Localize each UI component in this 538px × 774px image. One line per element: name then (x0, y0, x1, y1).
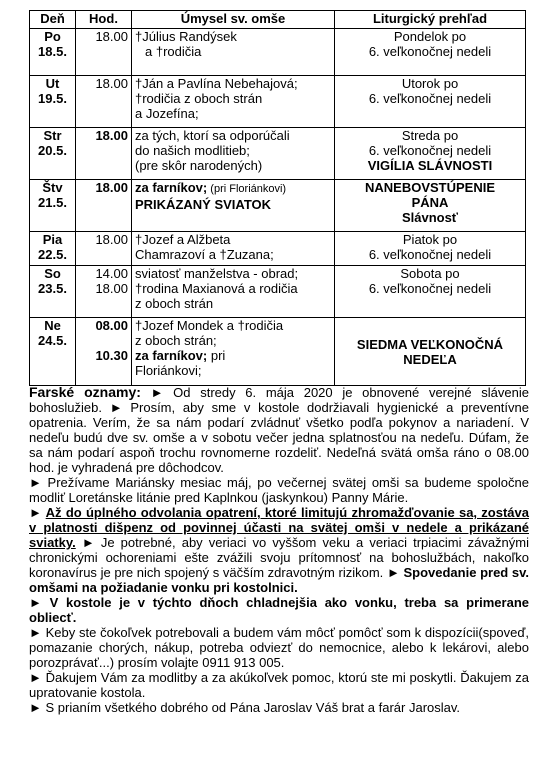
intention-line: do našich modlitieb; (135, 143, 250, 158)
announcement-paragraph: ► Prežívame Mariánsky mesiac máj, po večernej svätej omši sa budeme spoločne modliť Loretánske litánie pred Kaplnkou (jaskynkou) Panny Márie. (29, 475, 529, 505)
day-name: Ut (45, 76, 60, 91)
table-row (30, 76, 526, 128)
intention-line: †rodičia z oboch strán (135, 91, 263, 106)
liturgy-line: 6. veľkonočnej nedeli (368, 44, 492, 59)
announcement-paragraph: ► Keby ste čokoľvek potrebovali a budem vám môcť pomôcť som k dispozícii(spoveď, pomazanie chorých, nákup, potreba odviezť do nemocnice, alebo k lekárovi, alebo porozprávať...) prosím volajte 0911 913 005. (29, 625, 529, 670)
liturgy-line: NANEBOVSTÚPENIE (364, 180, 496, 195)
intention-line: sviatosť manželstva - obrad; (135, 266, 299, 281)
liturgy-line: 6. veľkonočnej nedeli (368, 91, 492, 106)
announcements-title: Farské oznamy: (29, 384, 141, 400)
mass-schedule-table (29, 10, 526, 386)
day-date: 22.5. (38, 247, 67, 262)
table-header-row (30, 11, 526, 29)
parish-announcements (29, 385, 529, 715)
intention-cell (132, 266, 335, 318)
day-date: 18.5. (38, 44, 67, 59)
intention-cell (132, 180, 335, 232)
header-liturgy: Liturgický prehľad (335, 11, 526, 29)
intention-line: a †rodičia (145, 44, 202, 59)
liturgy-cell (335, 128, 526, 180)
intention-line: z oboch strán (135, 296, 214, 311)
day-name: Po (44, 29, 61, 44)
day-cell (30, 128, 76, 180)
announcement-paragraph: ► S prianím všetkého dobrého od Pána Jaroslav Váš brat a farár Jaroslav. (29, 700, 461, 715)
announcement-paragraph: ► Až do úplného odvolania opatrení, ktoré limitujú zhromažďovanie sa, zostáva v platnosti dišpenz od povinnej účasti na svätej omši v nedele a prikázané sviatky. ► Je potrebné, aby veriaci vo vyššom veku a veriaci trpiacimi závažnými chronickými ochoreniami ešte zvážili svoju prítomnosť na bohoslužbách, nakoľko koronavírus je pre nich spojený s väčším zdravotným rizikom. ► Spovedanie pred sv. omšami na požiadanie vonku pri kostolnici. (29, 505, 529, 595)
announcement-paragraph: ► V kostole je v týchto dňoch chladnejšia ako vonku, treba sa primerane obliecť. (29, 595, 529, 625)
liturgy-line: 6. veľkonočnej nedeli (368, 281, 492, 296)
day-name: Pia (42, 232, 63, 247)
day-date: 20.5. (38, 143, 67, 158)
intention-line: †rodina Maxianová a rodičia (135, 281, 298, 296)
day-cell (30, 266, 76, 318)
announcement-text: ► Je potrebné, aby veriaci vo vyššom veku a veriaci trpiacimi závažnými chronickými ochoreniami ešte zvážili svoju prítomnosť na bohoslužbách, nakoľko koronavírus je pre nich spojený s väčším zdravotným rizikom. (29, 535, 529, 580)
intention-bold: za farníkov; (135, 348, 208, 363)
intention-note: (pri Floriánkovi) (207, 183, 287, 195)
hour: 18.00 (95, 76, 128, 91)
liturgy-cell (335, 266, 526, 318)
hour: 14.00 (95, 266, 128, 281)
hour: 18.00 (95, 128, 128, 143)
liturgy-line: SIEDMA VEĽKONOČNÁ (356, 336, 504, 352)
liturgy-cell (335, 180, 526, 232)
intention-cell (132, 318, 335, 386)
intention-line: †Jozef a Alžbeta (135, 232, 231, 247)
intention-note: pri (207, 348, 226, 363)
dispensation-notice: Až do úplného odvolania opatrení, ktoré limitujú zhromažďovanie sa, zostáva v platnosti dišpenz od povinnej účasti na svätej omši v nedele a prikázané sviatky. (29, 505, 529, 550)
header-intention: Úmysel sv. omše (132, 11, 335, 29)
day-date: 19.5. (38, 91, 67, 106)
intention-line: Floriánkovi; (135, 363, 202, 378)
day-name: Štv (42, 180, 63, 195)
intention-line: †Jozef Mondek a †rodičia (135, 318, 284, 333)
liturgy-line: 6. veľkonočnej nedeli (368, 247, 492, 262)
hour-cell (76, 128, 132, 180)
hour: 10.30 (95, 348, 128, 363)
hour: 18.00 (95, 29, 128, 44)
hour-cell (76, 76, 132, 128)
hour-cell (76, 266, 132, 318)
table-row (30, 29, 526, 76)
intention-line: (pre skôr narodených) (135, 158, 263, 173)
liturgy-line: Utorok po (401, 76, 459, 91)
liturgy-line: Piatok po (402, 232, 458, 247)
announcement-paragraph: ► Ďakujem Vám za modlitby a za akúkoľvek pomoc, ktorú ste mi poskytli. Ďakujem za upratovanie kostola. (29, 670, 529, 700)
intention-cell (132, 128, 335, 180)
liturgy-line: Streda po (401, 128, 459, 143)
intention-cell (132, 29, 335, 76)
hour-cell (76, 180, 132, 232)
intention-line: †Július Randýsek (135, 29, 237, 44)
intention-line (135, 180, 331, 197)
hour: 18.00 (95, 281, 128, 296)
hour: 18.00 (95, 180, 128, 195)
liturgy-cell (335, 232, 526, 266)
day-cell (30, 318, 76, 386)
header-day: Deň (30, 11, 76, 29)
hour-cell (76, 232, 132, 266)
intention-line: †Ján a Pavlína Nebehajová; (135, 76, 298, 91)
intention-line: a Jozefína; (135, 106, 199, 121)
intention-line: PRIKÁZANÝ SVIATOK (135, 197, 272, 212)
day-cell (30, 232, 76, 266)
table-row (30, 318, 526, 386)
liturgy-cell (335, 76, 526, 128)
liturgy-line: 6. veľkonočnej nedeli (368, 143, 492, 158)
liturgy-cell (335, 318, 526, 386)
liturgy-line: Pondelok po (393, 29, 467, 44)
day-name: Str (43, 128, 62, 143)
day-name: So (44, 266, 61, 281)
hour: 08.00 (95, 318, 128, 333)
intention-line (135, 348, 331, 363)
liturgy-cell (335, 29, 526, 76)
day-cell (30, 29, 76, 76)
liturgy-line: VIGÍLIA SLÁVNOSTI (367, 158, 493, 173)
announcement-paragraph (29, 385, 529, 475)
announcement-text: ► Od stredy 6. mája 2020 je obnovené verejné slávenie bohoslužieb. ► Prosím, aby sme v kostole dodržiavali hygienické a preventívne opatrenia. Verím, že sa nám podarí zvládnuť všetko podľa pokynov a nariadení. V nedeľu budú dve sv. omše a v sobotu večer jedna splatnosťou na nedeľu. Dúfam, že sa nám podarí aspoň trochu rovnomerne rozdeliť. Nedeľná svätá omša ráno o 08.00 hod. je vyhradená pre dôchodcov. (29, 385, 529, 475)
day-name: Ne (44, 318, 61, 333)
day-date: 23.5. (38, 281, 67, 296)
table-row (30, 266, 526, 318)
intention-bold: za farníkov; (135, 180, 208, 195)
hour-cell (76, 29, 132, 76)
day-date: 24.5. (38, 333, 67, 348)
liturgy-line: NEDEĽA (403, 351, 457, 367)
intention-line: Chamrazoví a †Zuzana; (135, 247, 274, 262)
liturgy-line: PÁNA (411, 195, 449, 210)
table-row (30, 180, 526, 232)
liturgy-line: Slávnosť (401, 210, 459, 225)
intention-line: za tých, ktorí sa odporúčali (135, 128, 290, 143)
hour: 18.00 (95, 232, 128, 247)
intention-cell (132, 76, 335, 128)
day-cell (30, 76, 76, 128)
intention-line: z oboch strán; (135, 333, 217, 348)
table-row (30, 128, 526, 180)
day-date: 21.5. (38, 195, 67, 210)
header-hour: Hod. (76, 11, 132, 29)
day-cell (30, 180, 76, 232)
confession-notice: ► Spovedanie pred sv. omšami na požiadanie vonku pri kostolnici. (29, 565, 529, 595)
intention-cell (132, 232, 335, 266)
hour-cell (76, 318, 132, 386)
table-row (30, 232, 526, 266)
liturgy-line: Sobota po (400, 266, 460, 281)
